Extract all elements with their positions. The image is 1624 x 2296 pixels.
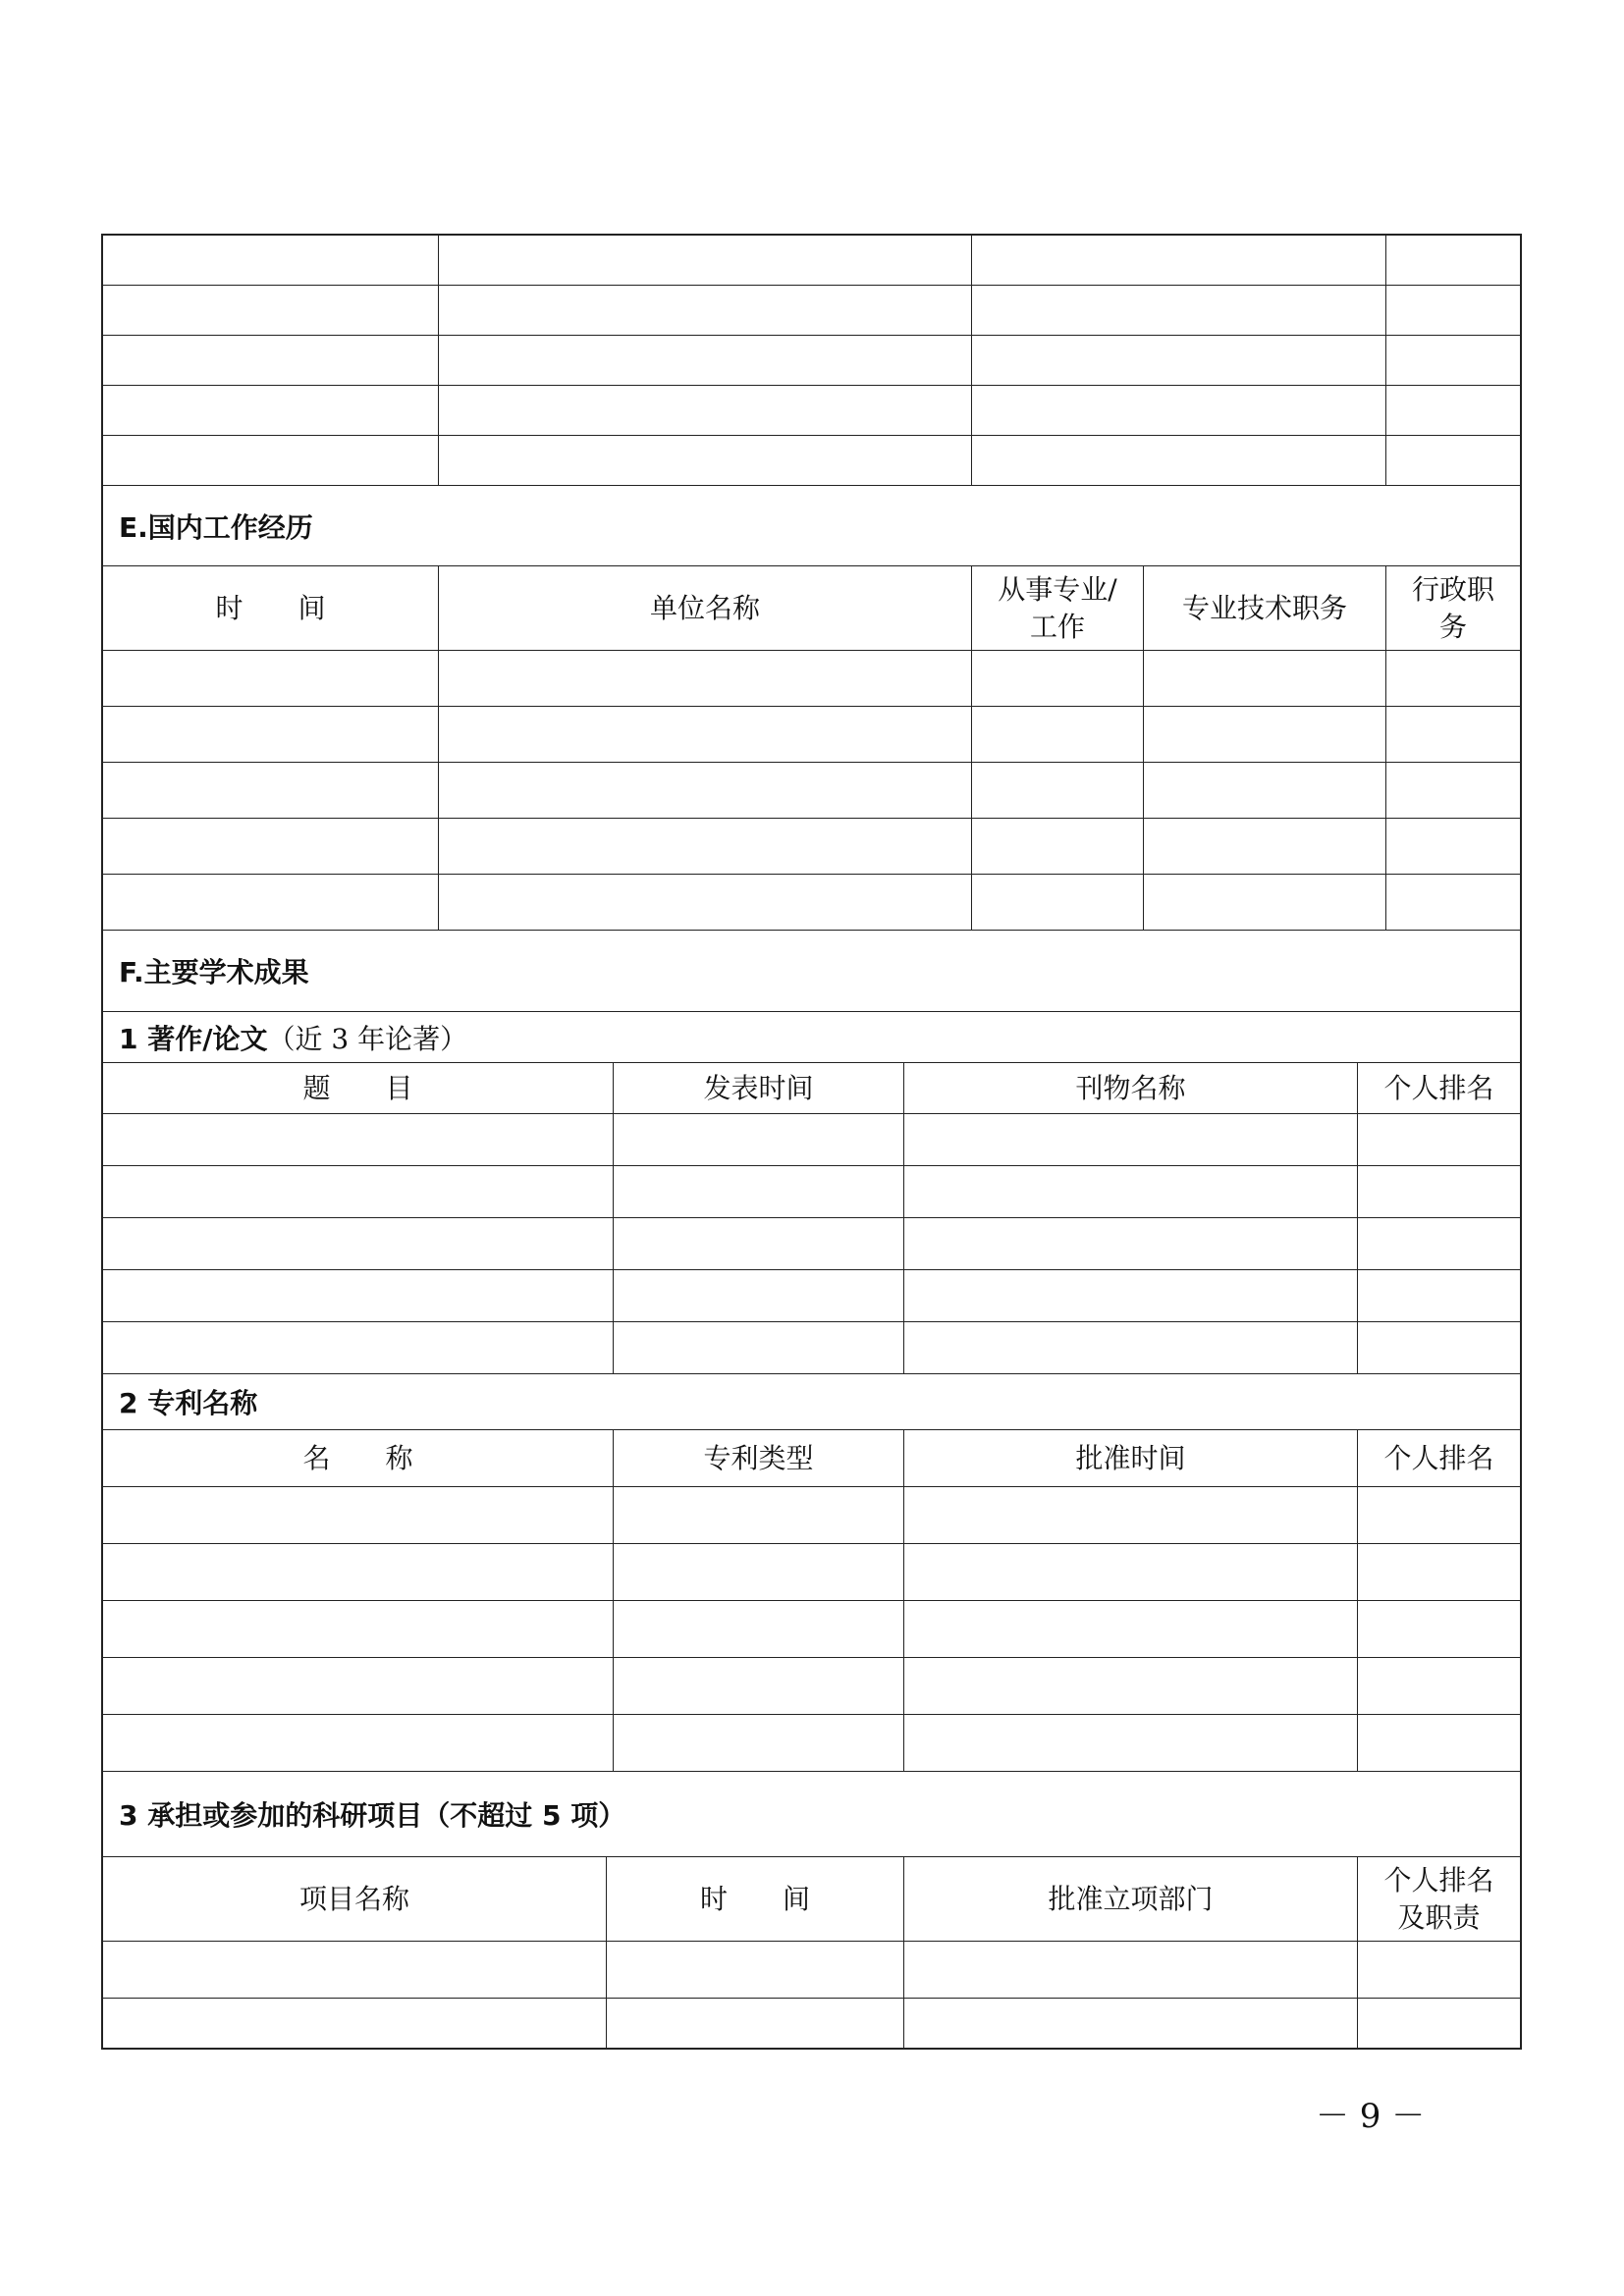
- table-cell[interactable]: [972, 651, 1144, 706]
- table-cell[interactable]: [607, 1942, 904, 1998]
- table-cell[interactable]: [1358, 1114, 1520, 1165]
- table-cell[interactable]: [1386, 875, 1520, 930]
- header-rank: 个人排名: [1383, 1071, 1494, 1104]
- table-cell[interactable]: [904, 1942, 1358, 1998]
- table-cell[interactable]: [1386, 651, 1520, 706]
- header-publish-time: 发表时间: [614, 1063, 904, 1113]
- section-f-title: [103, 931, 1520, 1012]
- header-work-title: 题 目: [103, 1063, 614, 1113]
- table-cell[interactable]: [614, 1601, 904, 1657]
- table-cell[interactable]: [904, 1270, 1358, 1321]
- header-time: 时 间: [103, 566, 439, 650]
- table-cell[interactable]: [904, 1999, 1358, 2048]
- table-cell[interactable]: [1358, 1999, 1520, 2048]
- table-cell[interactable]: [1358, 1658, 1520, 1714]
- projects-subtitle: [103, 1772, 1520, 1857]
- application-form-table: [101, 234, 1522, 2050]
- table-cell[interactable]: [103, 707, 439, 762]
- header-rank: 个人排名: [1383, 1441, 1494, 1474]
- section-e-title-text: E.国内工作经历: [119, 510, 313, 544]
- table-cell[interactable]: [103, 1999, 607, 2048]
- table-cell[interactable]: [103, 386, 439, 435]
- works-header-row: [103, 1063, 1520, 1114]
- table-row: [103, 1658, 1520, 1715]
- table-cell[interactable]: [972, 436, 1386, 485]
- header-patent-name: 名 称: [103, 1430, 614, 1486]
- table-cell[interactable]: [614, 1658, 904, 1714]
- table-cell[interactable]: [904, 1322, 1358, 1373]
- table-cell[interactable]: [904, 1544, 1358, 1600]
- table-cell[interactable]: [972, 707, 1144, 762]
- header-journal: 刊物名称: [904, 1063, 1358, 1113]
- table-cell[interactable]: [972, 875, 1144, 930]
- table-row: [103, 1218, 1520, 1270]
- table-cell[interactable]: [439, 436, 972, 485]
- table-cell[interactable]: [1386, 436, 1520, 485]
- header-employer: 单位名称: [439, 566, 972, 650]
- table-row: [103, 236, 1520, 286]
- table-cell[interactable]: [904, 1218, 1358, 1269]
- table-cell[interactable]: [972, 286, 1386, 335]
- table-cell[interactable]: [103, 1270, 614, 1321]
- table-cell[interactable]: [1144, 651, 1386, 706]
- table-cell[interactable]: [103, 1942, 607, 1998]
- table-cell[interactable]: [1358, 1544, 1520, 1600]
- table-cell[interactable]: [103, 651, 439, 706]
- header-rank-duty: 个人排名及职责: [1383, 1863, 1494, 1934]
- table-cell[interactable]: [1144, 707, 1386, 762]
- table-cell[interactable]: [1144, 875, 1386, 930]
- page-number: － 9 －: [1316, 2097, 1426, 2136]
- table-cell[interactable]: [1144, 819, 1386, 874]
- table-row: [103, 436, 1520, 486]
- table-cell[interactable]: [614, 1114, 904, 1165]
- header-approval-time: 批准时间: [904, 1430, 1358, 1486]
- table-row: [103, 1544, 1520, 1601]
- table-cell[interactable]: [103, 1166, 614, 1217]
- table-cell[interactable]: [614, 1544, 904, 1600]
- table-cell[interactable]: [439, 386, 972, 435]
- table-cell[interactable]: [614, 1218, 904, 1269]
- table-cell[interactable]: [103, 763, 439, 818]
- section-e-header-row: [103, 566, 1520, 651]
- table-cell[interactable]: [1358, 1270, 1520, 1321]
- table-cell[interactable]: [972, 386, 1386, 435]
- table-cell[interactable]: [614, 1166, 904, 1217]
- table-cell[interactable]: [103, 1322, 614, 1373]
- table-cell[interactable]: [904, 1166, 1358, 1217]
- table-cell[interactable]: [439, 651, 972, 706]
- projects-header-row: [103, 1857, 1520, 1942]
- table-cell[interactable]: [103, 1715, 614, 1771]
- table-cell[interactable]: [103, 1218, 614, 1269]
- header-position: 行政职务: [1411, 572, 1494, 643]
- table-cell[interactable]: [103, 1601, 614, 1657]
- table-cell[interactable]: [614, 1270, 904, 1321]
- table-cell[interactable]: [614, 1715, 904, 1771]
- table-row: [103, 1114, 1520, 1166]
- works-subtitle-text: 1 著作/论文: [119, 1022, 268, 1055]
- header-approving-department: 批准立项部门: [904, 1857, 1358, 1941]
- table-row: [103, 1322, 1520, 1374]
- table-cell[interactable]: [1358, 1715, 1520, 1771]
- patents-subtitle-text: 2 专利名称: [119, 1387, 258, 1419]
- table-row: [103, 1601, 1520, 1658]
- table-cell[interactable]: [439, 763, 972, 818]
- table-cell[interactable]: [1358, 1166, 1520, 1217]
- table-cell[interactable]: [1386, 336, 1520, 385]
- table-cell[interactable]: [103, 336, 439, 385]
- table-cell[interactable]: [439, 819, 972, 874]
- table-row: [103, 763, 1520, 819]
- table-cell[interactable]: [439, 336, 972, 385]
- table-cell[interactable]: [103, 875, 439, 930]
- patents-header-row: [103, 1430, 1520, 1487]
- table-cell[interactable]: [103, 819, 439, 874]
- table-cell[interactable]: [607, 1999, 904, 2048]
- table-cell[interactable]: [1386, 286, 1520, 335]
- table-row: [103, 1715, 1520, 1772]
- table-cell[interactable]: [904, 1487, 1358, 1543]
- table-row: [103, 1270, 1520, 1322]
- table-cell[interactable]: [1358, 1601, 1520, 1657]
- table-cell[interactable]: [1358, 1322, 1520, 1373]
- table-cell[interactable]: [904, 1114, 1358, 1165]
- works-subtitle: [103, 1012, 1520, 1063]
- table-cell[interactable]: [972, 819, 1144, 874]
- table-cell[interactable]: [103, 436, 439, 485]
- table-row: [103, 1487, 1520, 1544]
- table-cell[interactable]: [1358, 1218, 1520, 1269]
- table-cell[interactable]: [103, 236, 439, 285]
- table-cell[interactable]: [439, 286, 972, 335]
- table-cell[interactable]: [439, 707, 972, 762]
- header-project-name: 项目名称: [103, 1857, 607, 1941]
- header-title: 专业技术职务: [1144, 566, 1386, 650]
- table-cell[interactable]: [103, 1487, 614, 1543]
- table-row: [103, 651, 1520, 707]
- table-cell[interactable]: [1358, 1942, 1520, 1998]
- table-cell[interactable]: [439, 875, 972, 930]
- table-cell[interactable]: [439, 236, 972, 285]
- header-project-time: 时 间: [607, 1857, 904, 1941]
- table-row: [103, 707, 1520, 763]
- table-cell[interactable]: [103, 1114, 614, 1165]
- works-note: （近 3 年论著）: [267, 1022, 468, 1055]
- table-cell[interactable]: [972, 236, 1386, 285]
- table-cell[interactable]: [103, 286, 439, 335]
- table-cell[interactable]: [1386, 707, 1520, 762]
- table-cell[interactable]: [1358, 1487, 1520, 1543]
- table-cell[interactable]: [614, 1487, 904, 1543]
- table-cell[interactable]: [614, 1322, 904, 1373]
- table-cell[interactable]: [1386, 386, 1520, 435]
- projects-subtitle-text: 3 承担或参加的科研项目（不超过 5 项）: [119, 1799, 626, 1832]
- table-cell[interactable]: [1386, 763, 1520, 818]
- section-f-title-text: F.主要学术成果: [119, 956, 309, 988]
- table-row: [103, 386, 1520, 436]
- table-cell[interactable]: [1386, 819, 1520, 874]
- table-cell[interactable]: [103, 1544, 614, 1600]
- table-cell[interactable]: [1144, 763, 1386, 818]
- table-row: [103, 1999, 1520, 2048]
- patents-subtitle: [103, 1374, 1520, 1430]
- table-cell[interactable]: [904, 1715, 1358, 1771]
- table-row: [103, 286, 1520, 336]
- table-row: [103, 819, 1520, 875]
- table-row: [103, 1942, 1520, 1999]
- table-cell[interactable]: [904, 1601, 1358, 1657]
- table-cell[interactable]: [904, 1658, 1358, 1714]
- table-cell[interactable]: [972, 336, 1386, 385]
- table-row: [103, 875, 1520, 931]
- section-e-title: [103, 486, 1520, 566]
- table-cell[interactable]: [103, 1658, 614, 1714]
- header-field: 从事专业/工作: [972, 566, 1144, 650]
- table-row: [103, 1166, 1520, 1218]
- table-row: [103, 336, 1520, 386]
- table-cell[interactable]: [1386, 236, 1520, 285]
- header-patent-type: 专利类型: [614, 1430, 904, 1486]
- table-cell[interactable]: [972, 763, 1144, 818]
